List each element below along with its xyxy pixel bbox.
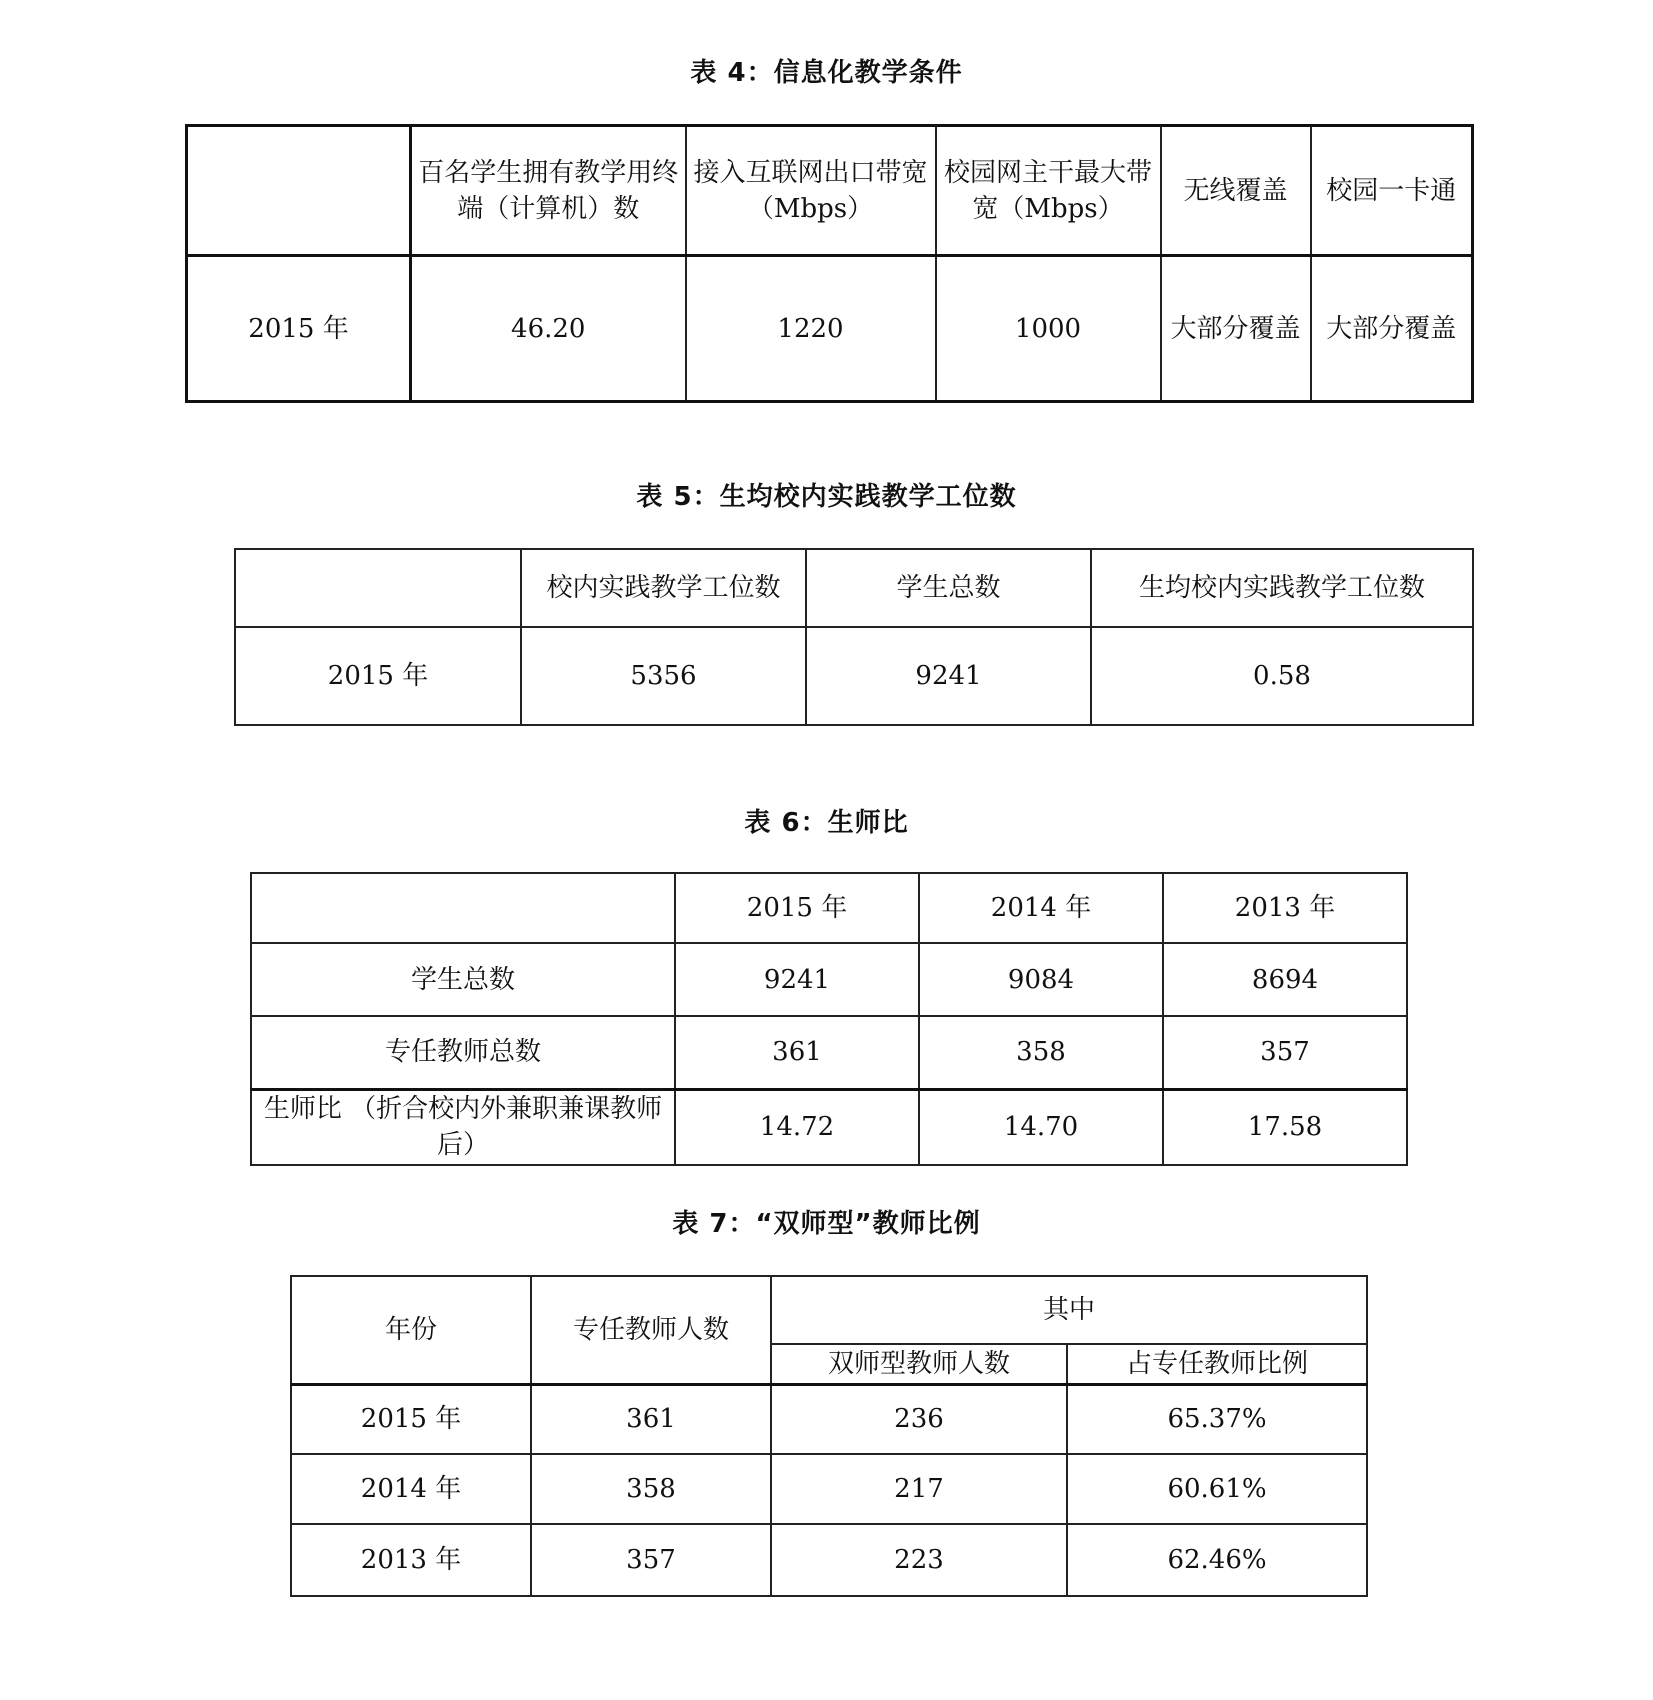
table6-cell: 361	[675, 1016, 919, 1089]
table6-caption: 表 6：生师比	[744, 808, 909, 838]
table5-caption: 表 5：生均校内实践教学工位数	[636, 482, 1017, 512]
table7-header-year: 年份	[291, 1276, 531, 1384]
table4-header-terminals: 百名学生拥有教学用终端（计算机）数	[411, 126, 686, 256]
table7-cell-teachers: 358	[531, 1454, 771, 1524]
table4-cell-wireless: 大部分覆盖	[1161, 256, 1311, 402]
table5-header-students: 学生总数	[806, 549, 1091, 627]
table7-header-group: 其中	[771, 1276, 1367, 1344]
table6-row-label: 专任教师总数	[251, 1016, 675, 1089]
table6-cell: 357	[1163, 1016, 1407, 1089]
table7-cell-teachers: 361	[531, 1384, 771, 1454]
table4-cell-year: 2015 年	[187, 256, 411, 402]
table5-header-stations-per-student: 生均校内实践教学工位数	[1091, 549, 1473, 627]
table5-cell-year: 2015 年	[235, 627, 521, 725]
table5-header-blank	[235, 549, 521, 627]
table7-cell-dual-teachers: 223	[771, 1524, 1067, 1596]
table6-cell: 14.70	[919, 1089, 1163, 1165]
table6-cell: 9241	[675, 943, 919, 1016]
table7-cell-year: 2014 年	[291, 1454, 531, 1524]
table7-cell-ratio: 60.61%	[1067, 1454, 1367, 1524]
table7	[290, 1275, 1368, 1597]
table6-cell: 14.72	[675, 1089, 919, 1165]
table4-header-backbone-bandwidth: 校园网主干最大带宽（Mbps）	[936, 126, 1161, 256]
table4	[185, 124, 1474, 403]
table7-cell-dual-teachers: 217	[771, 1454, 1067, 1524]
table6	[250, 872, 1408, 1166]
table6-header-blank	[251, 873, 675, 943]
table4-cell-backbone-bandwidth: 1000	[936, 256, 1161, 402]
table6-cell: 9084	[919, 943, 1163, 1016]
table6-cell: 8694	[1163, 943, 1407, 1016]
table4-header-blank	[187, 126, 411, 256]
table5	[234, 548, 1474, 726]
table6-header-2015: 2015 年	[675, 873, 919, 943]
table7-header-ratio: 占专任教师比例	[1067, 1344, 1367, 1384]
table7-cell-ratio: 65.37%	[1067, 1384, 1367, 1454]
table6-cell: 17.58	[1163, 1089, 1407, 1165]
table5-cell-students: 9241	[806, 627, 1091, 725]
table7-cell-ratio: 62.46%	[1067, 1524, 1367, 1596]
table6-header-2014: 2014 年	[919, 873, 1163, 943]
table5-cell-stations: 5356	[521, 627, 806, 725]
table6-row-label: 学生总数	[251, 943, 675, 1016]
table6-row-label: 生师比 （折合校内外兼职兼课教师后）	[251, 1089, 675, 1165]
table7-cell-year: 2015 年	[291, 1384, 531, 1454]
table7-cell-year: 2013 年	[291, 1524, 531, 1596]
table7-cell-teachers: 357	[531, 1524, 771, 1596]
table4-cell-internet-bandwidth: 1220	[686, 256, 936, 402]
table4-caption: 表 4：信息化教学条件	[690, 58, 963, 88]
table4-header-campus-card: 校园一卡通	[1311, 126, 1473, 256]
table7-caption: 表 7：“双师型”教师比例	[672, 1209, 981, 1239]
table4-header-wireless: 无线覆盖	[1161, 126, 1311, 256]
table7-header-dual-teachers: 双师型教师人数	[771, 1344, 1067, 1384]
table5-cell-stations-per-student: 0.58	[1091, 627, 1473, 725]
table6-cell: 358	[919, 1016, 1163, 1089]
table7-cell-dual-teachers: 236	[771, 1384, 1067, 1454]
table4-header-internet-bandwidth: 接入互联网出口带宽（Mbps）	[686, 126, 936, 256]
table6-header-2013: 2013 年	[1163, 873, 1407, 943]
table5-header-stations: 校内实践教学工位数	[521, 549, 806, 627]
table4-cell-terminals: 46.20	[411, 256, 686, 402]
table7-header-teachers: 专任教师人数	[531, 1276, 771, 1384]
table4-cell-campus-card: 大部分覆盖	[1311, 256, 1473, 402]
